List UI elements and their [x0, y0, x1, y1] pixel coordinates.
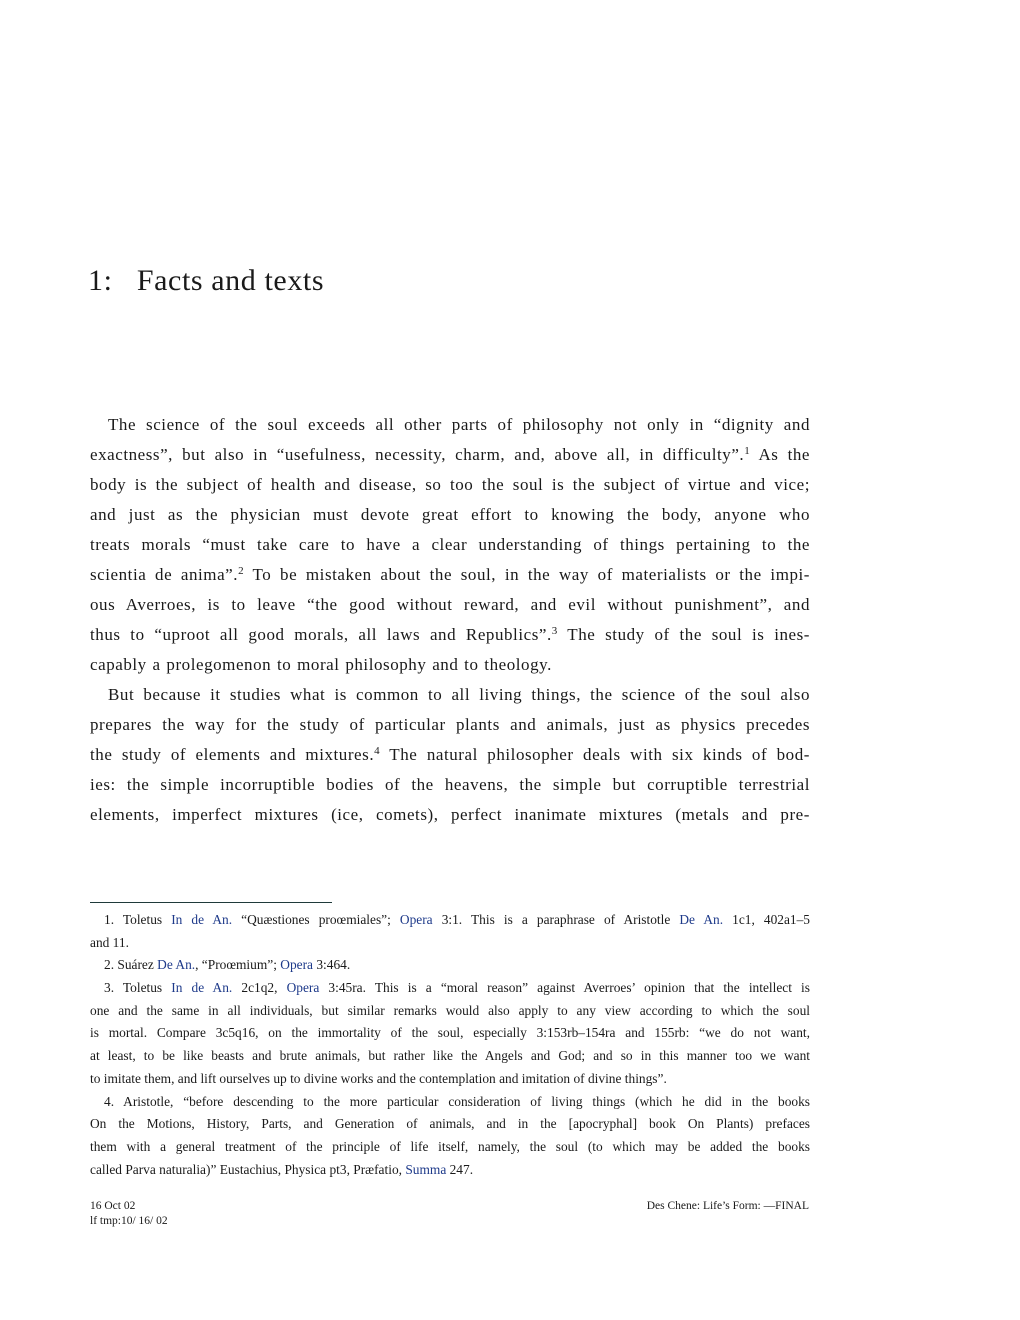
text-run: 1c1, 402a1–5: [723, 912, 810, 927]
citation-link[interactable]: De An.: [157, 957, 196, 973]
footnote-line: [90, 1045, 810, 1068]
footnote-marker: 4: [374, 745, 381, 757]
text-run: 247.: [446, 1161, 474, 1177]
footnote-line: [90, 954, 810, 977]
text-run: called Parva naturalia)” Eustachius, Physica pt3, Præfatio,: [90, 1161, 406, 1177]
body-line: [90, 440, 810, 470]
footnote-line: [90, 1113, 810, 1136]
text-run: 4. Aristotle, “before descending to the more particular consideration of living things (which he did in the books: [104, 1093, 810, 1109]
text-run: elements, imperfect mixtures (ice, comets), perfect inanimate mixtures (metals and pre-: [90, 805, 810, 824]
text-run: To be mistaken about the soul, in the way of materialists or the impi-: [244, 565, 810, 584]
text-run: the study of elements and mixtures.: [90, 745, 375, 764]
text-run: 1. Toletus: [104, 912, 172, 927]
body-line: [90, 770, 810, 800]
body-line: [90, 650, 810, 680]
footnote-line: [90, 977, 810, 1000]
text-run: them with a general treatment of the principle of life itself, namely, the soul (to which may be added the books: [90, 1138, 810, 1154]
text-run: prepares the way for the study of particular plants and animals, just as physics precedes: [90, 715, 810, 734]
text-run: at least, to be like beasts and brute animals, but rather like the Angels and God; and so in this manner too we want: [90, 1048, 810, 1064]
text-run: scientia de anima”.: [90, 565, 239, 584]
text-run: thus to “uproot all good morals, all laws and Republics”.: [90, 625, 552, 644]
text-run: body is the subject of health and disease, so too the soul is the subject of virtue and vice;: [90, 475, 810, 494]
text-run: The natural philosopher deals with six kinds of bod-: [380, 745, 810, 764]
text-run: 3:1. This is a paraphrase of Aristotle: [432, 912, 680, 927]
body-line: [90, 470, 810, 500]
footnote-line: [90, 1068, 810, 1091]
text-run: “Quæstiones proœmiales”;: [232, 912, 400, 927]
text-run: treats morals “must take care to have a clear understanding of things pertaining to the: [90, 535, 810, 554]
body-line: [90, 500, 810, 530]
citation-link[interactable]: In de An.: [171, 980, 233, 996]
text-run: and 11.: [90, 934, 129, 950]
footnote-rule: [90, 902, 332, 903]
body-line: [90, 680, 810, 710]
text-run: As the: [750, 445, 810, 464]
citation-link[interactable]: De An.: [679, 912, 724, 927]
citation-link[interactable]: Summa: [405, 1161, 447, 1177]
citation-link[interactable]: Opera: [399, 912, 433, 927]
footnote-line: [90, 932, 810, 955]
text-run: 3:464.: [313, 957, 351, 973]
citation-link[interactable]: Opera: [280, 957, 313, 973]
text-run: capably a prolegomenon to moral philosophy and to theology.: [90, 655, 552, 674]
footnote-line: [90, 1000, 810, 1023]
text-run: 2. Suárez: [104, 957, 158, 973]
text-run: But because it studies what is common to all living things, the science of the soul also: [108, 685, 810, 704]
footnote-line: [90, 1159, 810, 1182]
footnote-line: [90, 1136, 810, 1159]
text-run: On the Motions, History, Parts, and Generation of animals, and in the [apocryphal] book On Plants) prefaces: [90, 1116, 810, 1132]
footnote-line: [90, 1022, 810, 1045]
body-line: [90, 740, 810, 770]
body-line: [90, 620, 810, 650]
footer-file: lf tmp:10/ 16/ 02: [90, 1215, 168, 1227]
body-line: [90, 710, 810, 740]
text-run: 3. Toletus: [104, 980, 172, 996]
text-run: is mortal. Compare 3c5q16, on the immortality of the soul, especially 3:153rb–154ra and 155rb: “we do not want,: [90, 1025, 810, 1041]
body-line: [90, 530, 810, 560]
text-run: ies: the simple incorruptible bodies of the heavens, the simple but corruptible terrestrial: [90, 775, 810, 794]
body-line: [90, 410, 810, 440]
body-line: [90, 800, 810, 830]
text-run: exactness”, but also in “usefulness, necessity, charm, and, above all, in difficulty”.: [90, 445, 745, 464]
footnote-marker: 1: [744, 445, 751, 457]
body-line: [90, 590, 810, 620]
footnote-marker: 2: [238, 565, 245, 577]
text-run: one and the same in all individuals, but similar remarks would also apply to any view according to which the soul: [90, 1002, 810, 1018]
citation-link[interactable]: In de An.: [171, 912, 233, 927]
text-run: The study of the soul is ines-: [557, 625, 810, 644]
text-run: and just as the physician must devote great effort to knowing the body, anyone who: [90, 505, 810, 524]
page-footer-left: [90, 1199, 168, 1229]
footnote-line: [90, 909, 810, 932]
text-run: to imitate them, and lift ourselves up to divine works and the contemplation and imitation of divine things”.: [90, 1070, 667, 1086]
text-run: ous Averroes, is to leave “the good without reward, and evil without punishment”, and: [90, 595, 810, 614]
footnote-line: [90, 1091, 810, 1114]
body-line: [90, 560, 810, 590]
citation-link[interactable]: Opera: [286, 980, 320, 996]
footer-running-title: Des Chene: Life’s Form: —FINAL: [646, 1200, 809, 1212]
footnote-marker: 3: [551, 625, 558, 637]
footer-date: 16 Oct 02: [90, 1200, 136, 1212]
text-run: The science of the soul exceeds all other parts of philosophy not only in “dignity and: [108, 415, 810, 434]
body-text: [90, 410, 810, 830]
footnotes: [90, 909, 810, 1181]
text-run: 2c1q2,: [232, 980, 287, 996]
text-run: , “Proœmium”;: [195, 957, 281, 973]
text-run: 3:45ra. This is a “moral reason” against Averroes’ opinion that the intellect is: [319, 980, 810, 996]
chapter-title: 1: Facts and texts: [88, 264, 325, 297]
